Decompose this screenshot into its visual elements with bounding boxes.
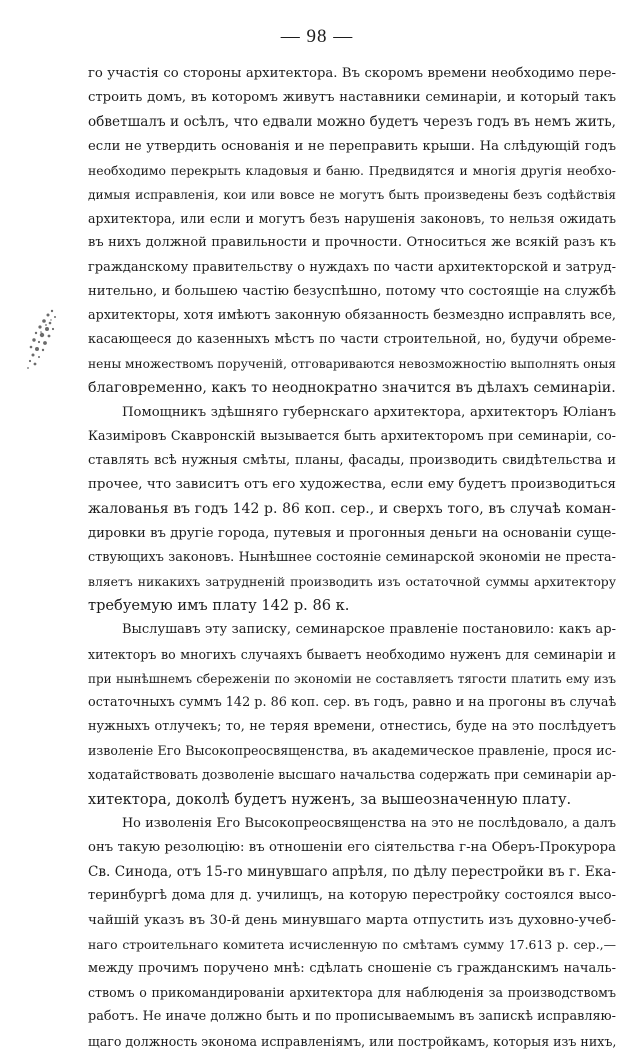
text-line: чайшій указъ въ 30-й день минувшаго марта отпустить изъ духовно-учеб- <box>88 912 616 928</box>
text-line: гражданскому правительству о нуждахъ по части архитекторской и затруд- <box>88 259 616 275</box>
page-number: — 98 — <box>280 26 354 47</box>
text-line: остаточныхъ суммъ 142 р. 86 коп. сер. въ годъ, равно и на прогоны въ случаѣ <box>88 694 617 710</box>
text-line: архитектора, или если и могутъ безъ нарушенія законовъ, то нельзя ожидать <box>88 211 616 227</box>
text-line: теринбургѣ дома для д. училищъ, на которую перестройку состоялся высо- <box>88 888 616 904</box>
text-line: обветшалъ и осѣлъ, что едвали можно будетъ черезъ годъ въ немъ жить, <box>88 114 616 131</box>
text-line: прочее, что зависитъ отъ его художества, если ему будетъ производиться <box>88 477 616 493</box>
text-line: благовременно, какъ то неоднократно значится въ дѣлахъ семинаріи. <box>88 380 616 397</box>
text-line: хитекторъ во многихъ случаяхъ бываетъ необходимо нуженъ для семинаріи и <box>88 646 616 662</box>
text-line: Казиміровъ Скавронскій вызывается быть архитекторомъ при семинаріи, со- <box>88 428 616 444</box>
text-line: если не утвердить основанія и не переправить крыши. На слѣдующій годъ <box>88 138 616 154</box>
text-line: ствомъ о прикомандированіи архитектора для наблюденія за производствомъ <box>88 985 616 1001</box>
text-line: наго строительнаго комитета исчисленную по смѣтамъ сумму 17.613 р. сер.,— <box>88 936 616 952</box>
body-text <box>88 62 616 1054</box>
text-line: при нынѣшнемъ сбереженіи по экономіи не составляетъ тягости платить ему изъ <box>88 671 616 686</box>
text-line: вляетъ никакихъ затрудненій производить изъ остаточной суммы архитектору <box>88 573 616 589</box>
text-line: требуемую имъ плату 142 р. 86 к. <box>88 597 350 615</box>
text-line: строить домъ, въ которомъ живутъ наставники семинаріи, и который такъ <box>88 90 616 106</box>
text-line: димыя исправленія, кои или вовсе не могутъ быть произведены безъ содѣйствія <box>88 187 616 202</box>
text-line: Св. Синода, отъ 15-го минувшаго апрѣля, по дѣлу перестройки въ г. Ека- <box>88 864 616 881</box>
text-line: онъ такую резолюцію: въ отношеніи его сіятельства г-на Оберъ-Прокурора <box>88 840 616 855</box>
paragraph-start-line: Но изволенія Его Высокопреосвященства на это не послѣдовало, а далъ <box>122 815 616 831</box>
text-line: ходатайствовать дозволеніе высшаго начальства содержать при семинаріи ар- <box>88 767 616 783</box>
text-line: ствующихъ законовъ. Нынѣшнее состояніе семинарской экономіи не преста- <box>88 549 616 565</box>
text-line: хитектора, доколѣ будетъ нуженъ, за вышеозначенную плату. <box>88 790 572 808</box>
text-line: жалованья въ годъ 142 р. 86 коп. сер., и сверхъ того, въ случаѣ коман- <box>88 501 616 518</box>
text-line: необходимо перекрыть кладовыя и баню. Предвидятся и многія другія необхо- <box>88 162 616 178</box>
text-line: щаго должность эконома исправленіямъ, или постройкамъ, которыя изъ нихъ, <box>88 1033 617 1049</box>
text-line: касающееся до казенныхъ мѣстъ по части строительной, но, будучи обреме- <box>88 332 616 348</box>
text-line: нительно, и большею частію безуспѣшно, потому что состоящіе на службѣ <box>88 283 616 299</box>
paragraph-start-line: Выслушавъ эту записку, семинарское правленіе постановило: какъ ар- <box>122 622 616 638</box>
text-line: нены множествомъ порученій, отговариваются невозможностію выполнять оныя <box>88 357 616 372</box>
text-line: въ нихъ должной правильности и прочности. Относиться же всякій разъ къ <box>88 235 616 251</box>
text-line: изволеніе Его Высокопреосвященства, въ академическое правленіе, прося ис- <box>88 743 616 759</box>
ink-stain <box>22 305 68 375</box>
text-line: дировки въ другіе города, путевыя и прогонныя деньги на основаніи суще- <box>88 525 616 541</box>
paragraph-start-line: Помощникъ здѣшняго губернскаго архитектора, архитекторъ Юліанъ <box>122 404 616 420</box>
text-line: между прочимъ поручено мнѣ: сдѣлать сношеніе съ гражданскимъ началь- <box>88 960 616 976</box>
text-line: ставлять всѣ нужныя смѣты, планы, фасады, производить свидѣтельства и <box>88 453 616 468</box>
text-line: го участія со стороны архитектора. Въ скоромъ времени необходимо пере- <box>88 66 616 81</box>
text-line: архитекторы, хотя имѣютъ законную обязанность безмездно исправлять все, <box>88 307 616 323</box>
text-line: нужныхъ отлучекъ; то, не теряя времени, отнестись, буде на это послѣдуетъ <box>88 719 616 735</box>
text-line: работъ. Не иначе должно быть и по прописываемымъ въ запискѣ исправляю- <box>88 1009 616 1025</box>
